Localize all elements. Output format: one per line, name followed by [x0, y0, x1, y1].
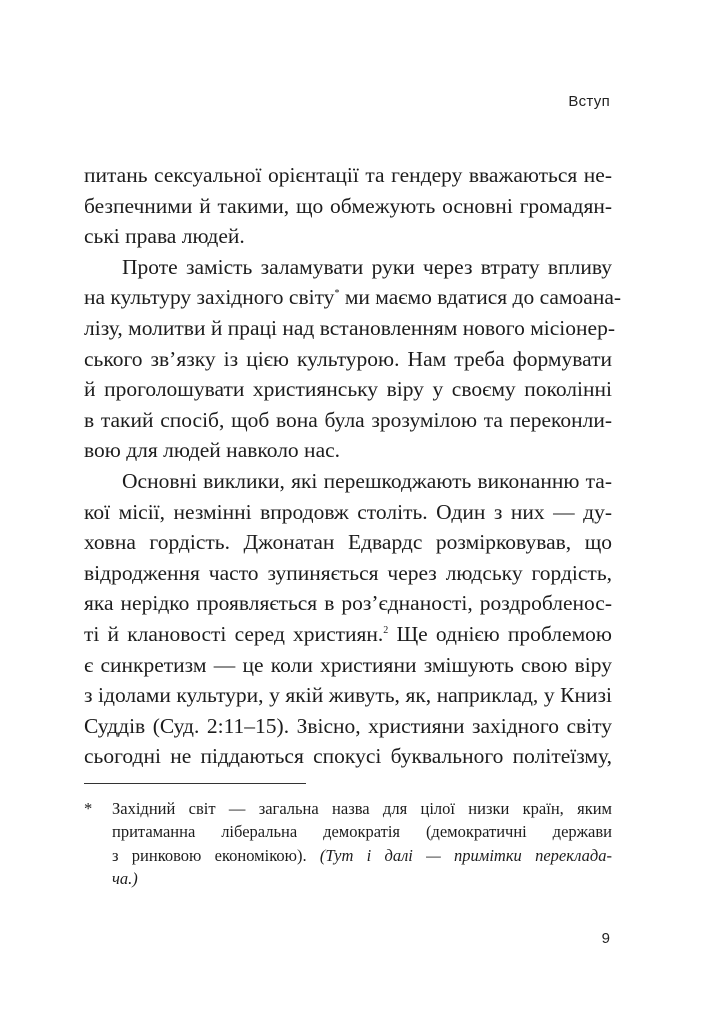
text-line: питань сексуальної орієнтації та гендеру вважаються не-	[84, 163, 612, 187]
text-line: й проголошувати християнську віру у своєму поколінні	[84, 377, 612, 402]
text-line: сьогодні не піддаються спокусі буквального політеїзму,	[84, 744, 612, 769]
footnote-line	[112, 844, 612, 867]
text-line: безпечними й такими, що обмежують основні громадян-	[84, 193, 612, 218]
text-line	[84, 282, 622, 313]
paragraph-1	[84, 160, 612, 252]
text-line: Основні виклики, які перешкоджають виконанню та-	[122, 468, 612, 493]
text-segment: ми маємо вдатися до самоана-	[339, 285, 622, 310]
footnote-marker: *	[84, 799, 93, 818]
footnote-separator	[84, 783, 306, 784]
text-line: є синкретизм — це коли християни змішують свою віру	[84, 652, 612, 677]
text-line: кої місії, незмінні впродовж століть. Один з них — ду-	[84, 499, 612, 524]
text-segment: з ринковою економікою).	[112, 845, 320, 865]
endnote-reference[interactable]: 2	[383, 624, 389, 636]
footnote-line: притаманна ліберальна демократія (демократичні держави	[112, 822, 612, 842]
text-line: лізу, молитви й праці над встановленням нового місіонер-	[84, 315, 615, 340]
text-segment: на культуру західного світу	[84, 285, 335, 310]
running-head: Вступ	[568, 93, 610, 110]
text-line: яка нерідко проявляється в роз’єднаності, роздробленос-	[84, 591, 612, 616]
paragraph-3	[84, 466, 612, 772]
text-line	[84, 619, 612, 650]
text-line: вою для людей навколо нас.	[84, 438, 341, 463]
text-line: ховна гордість. Джонатан Едвардс розмірковував, що	[84, 530, 612, 555]
translator-note: ча.)	[112, 869, 138, 889]
text-line: з ідолами культури, у якій живуть, як, наприклад, у Книзі	[84, 683, 612, 708]
body-text	[84, 160, 622, 772]
text-line: Суддів (Суд. 2:11–15). Звісно, християни західного світу	[84, 713, 612, 738]
translator-note: (Тут і далі — примітки переклада-	[319, 845, 613, 865]
footnote-line: Західний світ — загальна назва для цілої низки країн, яким	[112, 799, 612, 818]
text-line: відродження часто зупиняється через людську гордість,	[84, 560, 612, 585]
text-segment: ті й клановості серед християн.	[84, 621, 384, 646]
text-line: в такий спосіб, щоб вона була зрозумілою та переконли-	[84, 407, 612, 432]
text-line: ські права людей.	[84, 224, 245, 249]
text-segment: Ще однією проблемою	[388, 621, 612, 646]
footnote-reference[interactable]: *	[334, 288, 340, 300]
text-line: Проте замість заламувати руки через втрату впливу	[122, 254, 612, 279]
paragraph-2	[84, 252, 622, 466]
page-number: 9	[601, 930, 610, 947]
footnote-text	[112, 797, 612, 891]
text-line: ського зв’язку із цією культурою. Нам треба формувати	[84, 346, 612, 371]
